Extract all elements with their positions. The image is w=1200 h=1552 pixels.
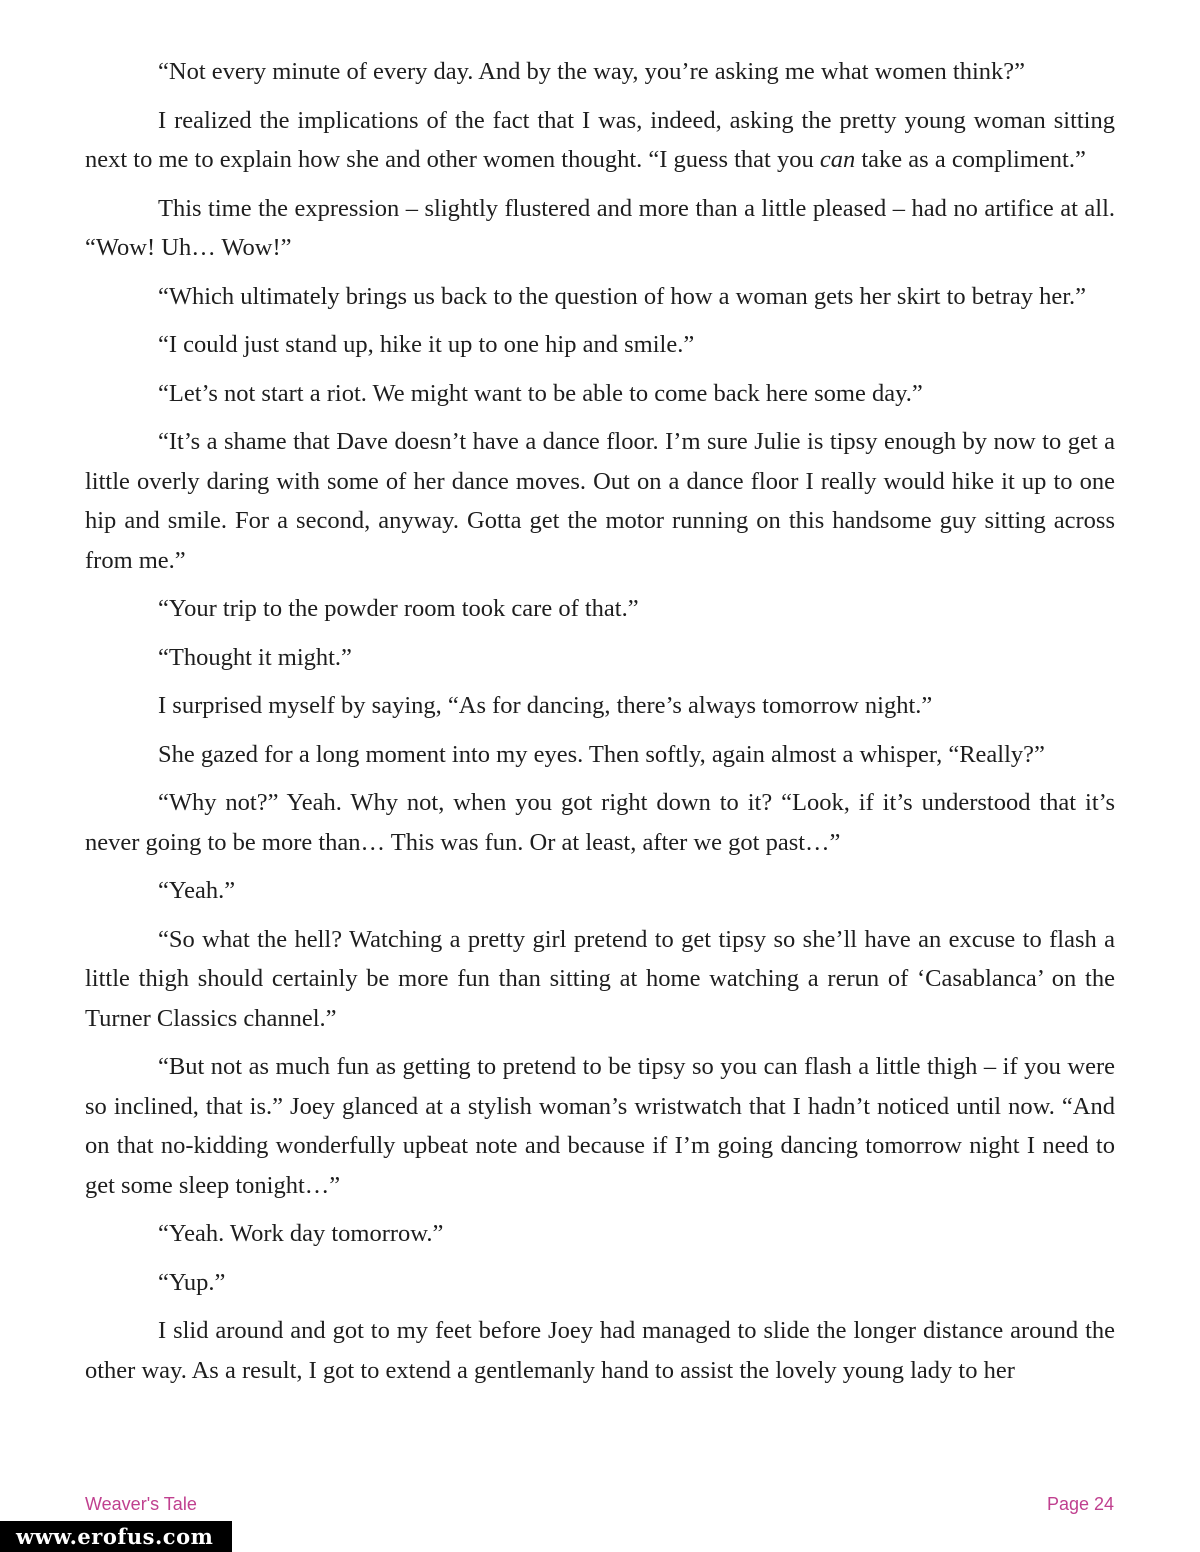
paragraph [85, 1311, 1115, 1390]
paragraph-text: “Yeah. Work day tomorrow.” [158, 1220, 444, 1247]
paragraph [85, 325, 1115, 365]
paragraph [85, 374, 1115, 414]
paragraph-text: “Which ultimately brings us back to the question of how a woman gets her skirt to betray her.” [158, 282, 1087, 310]
emphasized-text: can [819, 146, 856, 173]
paragraph [85, 589, 1115, 629]
paragraph [85, 686, 1115, 726]
paragraph-text: “Why not?” Yeah. Why not, when you got right down to it? “Look, if it’s understood that it’s never going to be more than… This was fun. Or at least, after we got past…” [85, 789, 1115, 856]
paragraph [85, 277, 1115, 317]
paragraph-text: She gazed for a long moment into my eyes. Then softly, again almost a whisper, “Really?” [158, 740, 1045, 768]
paragraph-text: “Yeah.” [158, 877, 236, 904]
paragraph-text: “It’s a shame that Dave doesn’t have a dance floor. I’m sure Julie is tipsy enough by now to get a little overly daring with some of her dance moves. Out on a dance floor I really would hike it up to one hip and smile. For a second, anyway. Gotta get the motor running on this handsome guy sitting across from me.” [85, 428, 1115, 574]
paragraph-text: “But not as much fun as getting to pretend to be tipsy so you can flash a little thigh – if you were so inclined, that is.” Joey glanced at a stylish woman’s wristwatch that I hadn’t noticed until now. “And on that no-kidding wonderfully upbeat note and because if I’m going dancing tomorrow night I need to get some sleep tonight…” [85, 1053, 1115, 1199]
paragraph [85, 871, 1115, 911]
paragraph [85, 52, 1115, 92]
paragraph [85, 1263, 1115, 1303]
footer-book-title: Weaver's Tale [85, 1494, 197, 1514]
paragraph [85, 638, 1115, 678]
paragraph-text: “Your trip to the powder room took care of that.” [158, 595, 639, 622]
paragraph-text: I surprised myself by saying, “As for dancing, there’s always tomorrow night.” [158, 692, 933, 719]
paragraph-text: “I could just stand up, hike it up to one hip and smile.” [158, 331, 695, 358]
paragraph [85, 1214, 1115, 1254]
paragraph-text: I slid around and got to my feet before Joey had managed to slide the longer distance around the other way. As a result, I got to extend a gentlemanly hand to assist the lovely young lady to her [85, 1317, 1115, 1384]
paragraph-text: “Yup.” [158, 1268, 226, 1296]
paragraph [85, 920, 1115, 1039]
paragraph-text: “Not every minute of every day. And by the way, you’re asking me what women think?” [158, 58, 1025, 85]
site-watermark: www.erofus.com [0, 1521, 232, 1552]
paragraph-text: take as a compliment.” [855, 146, 1086, 173]
paragraph-text: I realized the implications of the fact that I was, indeed, asking the pretty young woman sitting next to me to explain how she and other women thought. “I guess that you [85, 106, 1115, 173]
paragraph [85, 422, 1115, 580]
paragraph-text: “Thought it might.” [158, 643, 352, 671]
paragraph-text: “So what the hell? Watching a pretty girl pretend to get tipsy so she’ll have an excuse to flash a little thigh should certainly be more fun than sitting at home watching a rerun of ‘Casablanca’ on the Turner Classics channel.” [85, 925, 1115, 1032]
paragraph [85, 189, 1115, 268]
paragraph [85, 1047, 1115, 1205]
paragraph [85, 735, 1115, 775]
body-text [85, 52, 1115, 1399]
footer-page-number: Page 24 [1046, 1494, 1114, 1514]
paragraph [85, 783, 1115, 862]
paragraph-text: This time the expression – slightly flustered and more than a little pleased – had no artifice at all. “Wow! Uh… Wow!” [85, 194, 1115, 261]
paragraph-text: “Let’s not start a riot. We might want to be able to come back here some day.” [158, 379, 923, 407]
paragraph [85, 101, 1115, 180]
